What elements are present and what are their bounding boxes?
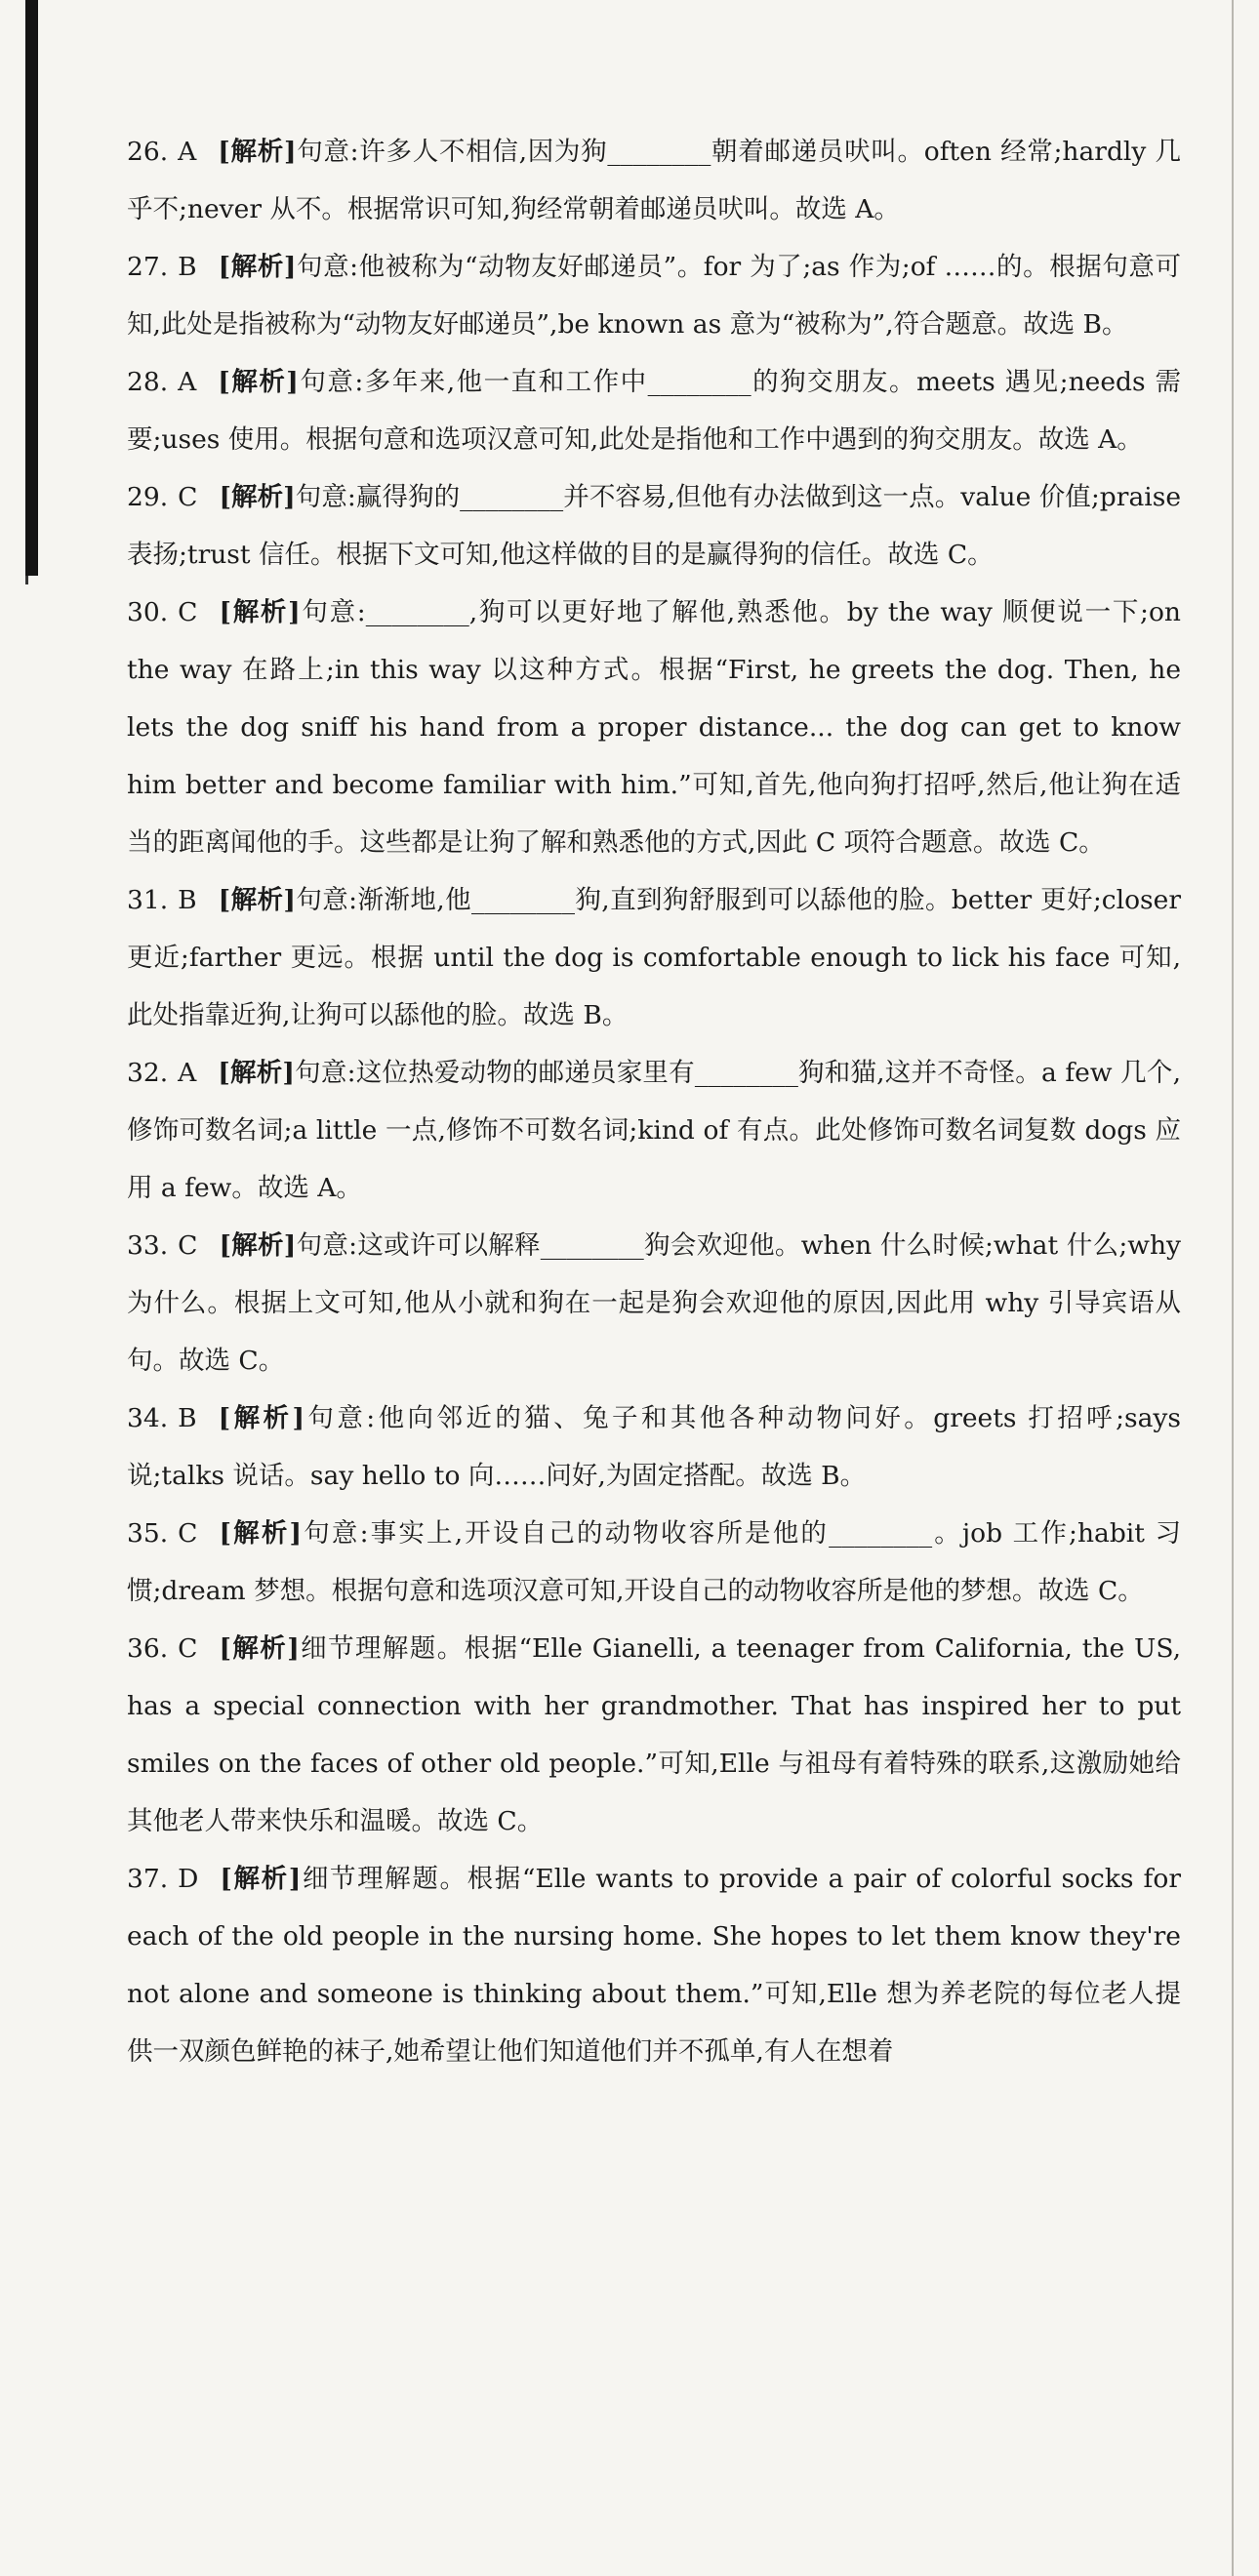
question-number: 28. <box>127 367 169 397</box>
explanation-item <box>127 1505 1181 1620</box>
question-number: 35. <box>127 1518 169 1549</box>
explanation-text: 句意:这位热爱动物的邮递员家里有________狗和猫,这并不奇怪。a few 几个,修饰可数名词;a little 一点,修饰不可数名词;kind of 有点。此处修饰可数名词复数 dogs 应用 a few。故选 A。 <box>127 1058 1181 1203</box>
left-binding-tick <box>25 576 28 584</box>
right-margin-rule <box>1232 0 1234 2576</box>
explanation-item <box>127 871 1181 1044</box>
answer-letter: A <box>178 137 197 167</box>
explanation-text: 句意:他向邻近的猫、兔子和其他各种动物问好。greets 打招呼;says 说;talks 说话。say hello to 向……问好,为固定搭配。故选 B。 <box>127 1403 1181 1491</box>
question-number: 34. <box>127 1403 169 1433</box>
left-binding-bar <box>25 0 38 576</box>
explanation-text: 句意:他被称为“动物友好邮递员”。for 为了;as 作为;of ……的。根据句意可知,此处是指被称为“动物友好邮递员”,be known as 意为“被称为”,符合题意。故选 B。 <box>127 252 1181 340</box>
explanation-item <box>127 238 1181 353</box>
explanation-text: 细节理解题。根据“Elle Gianelli, a teenager from California, the US, has a special connection with her grandmother. That has inspired her to put smiles on the faces of other old people.”可知,Elle 与祖母有着特殊的联系,这激励她给其他老人带来快乐和温暖。故选 C。 <box>127 1633 1181 1836</box>
answer-letter: B <box>178 1403 197 1433</box>
analysis-tag: [解析] <box>218 885 296 915</box>
analysis-tag: [解析] <box>218 1403 305 1433</box>
explanation-item <box>127 1389 1181 1505</box>
explanation-text: 句意:渐渐地,他________狗,直到狗舒服到可以舔他的脸。better 更好;closer 更近;farther 更远。根据 until the dog is comfortable enough to lick his face 可知,此处指靠近狗,让狗可以舔他的脸。故选 B。 <box>127 885 1181 1030</box>
explanation-text: 句意:________,狗可以更好地了解他,熟悉他。by the way 顺便说一下;on the way 在路上;in this way 以这种方式。根据“First, he greets the dog. Then, he lets the dog sniff his hand from a proper distance... the dog can get to know him better and become familiar with him.”可知,首先,他向狗打招呼,然后,他让狗在适当的距离闻他的手。这些都是让狗了解和熟悉他的方式,因此 C 项符合题意。故选 C。 <box>127 597 1181 858</box>
explanation-text: 句意:赢得狗的________并不容易,但他有办法做到这一点。value 价值;praise 表扬;trust 信任。根据下文可知,他这样做的目的是赢得狗的信任。故选 C。 <box>127 482 1181 570</box>
question-number: 29. <box>127 482 169 512</box>
answer-letter: C <box>178 1633 198 1664</box>
analysis-tag: [解析] <box>218 137 297 167</box>
explanation-text: 句意:许多人不相信,因为狗________朝着邮递员吠叫。often 经常;hardly 几乎不;never 从不。根据常识可知,狗经常朝着邮递员吠叫。故选 A。 <box>127 137 1181 224</box>
question-number: 33. <box>127 1230 169 1261</box>
answer-letter: B <box>178 252 197 282</box>
explanation-item <box>127 1217 1181 1389</box>
answer-letter: C <box>178 597 198 627</box>
question-number: 36. <box>127 1633 169 1664</box>
answer-letter: C <box>178 482 198 512</box>
question-number: 32. <box>127 1058 169 1088</box>
answer-letter: B <box>178 885 197 915</box>
explanation-text: 细节理解题。根据“Elle wants to provide a pair of colorful socks for each of the old people in the nursing home. She hopes to let them know they're not alone and someone is thinking about them.”可知,Elle 想为养老院的每位老人提供一双颜色鲜艳的袜子,她希望让他们知道他们并不孤单,有人在想着 <box>127 1864 1181 2067</box>
analysis-tag: [解析] <box>218 1058 295 1088</box>
explanation-item <box>127 1620 1181 1850</box>
question-number: 26. <box>127 137 169 167</box>
question-number: 37. <box>127 1864 169 1894</box>
explanation-item <box>127 468 1181 584</box>
answer-letter: C <box>178 1230 198 1261</box>
analysis-tag: [解析] <box>219 597 301 627</box>
analysis-tag: [解析] <box>218 252 297 282</box>
answer-letter: A <box>178 367 197 397</box>
question-number: 30. <box>127 597 169 627</box>
analysis-tag: [解析] <box>219 1230 297 1261</box>
analysis-tag: [解析] <box>218 367 299 397</box>
explanation-text: 句意:多年来,他一直和工作中________的狗交朋友。meets 遇见;needs 需要;uses 使用。根据句意和选项汉意可知,此处是指他和工作中遇到的狗交朋友。故选 A。 <box>127 367 1181 455</box>
answer-letter: C <box>178 1518 198 1549</box>
explanation-item <box>127 353 1181 468</box>
explanation-text: 句意:这或许可以解释________狗会欢迎他。when 什么时候;what 什么;why 为什么。根据上文可知,他从小就和狗在一起是狗会欢迎他的原因,因此用 why 引导宾语从句。故选 C。 <box>127 1230 1181 1376</box>
explanation-item <box>127 584 1181 871</box>
analysis-tag: [解析] <box>219 482 296 512</box>
explanation-text: 句意:事实上,开设自己的动物收容所是他的________。job 工作;habit 习惯;dream 梦想。根据句意和选项汉意可知,开设自己的动物收容所是他的梦想。故选 C。 <box>127 1518 1182 1606</box>
answer-letter: D <box>178 1864 199 1894</box>
analysis-tag: [解析] <box>220 1864 302 1894</box>
analysis-tag: [解析] <box>219 1633 300 1664</box>
analysis-tag: [解析] <box>219 1518 303 1549</box>
explanation-item <box>127 1850 1181 2080</box>
explanation-item <box>127 1044 1181 1217</box>
explanation-item <box>127 123 1181 238</box>
question-number: 31. <box>127 885 169 915</box>
question-number: 27. <box>127 252 169 282</box>
answer-explanations <box>127 123 1181 2080</box>
answer-letter: A <box>178 1058 197 1088</box>
